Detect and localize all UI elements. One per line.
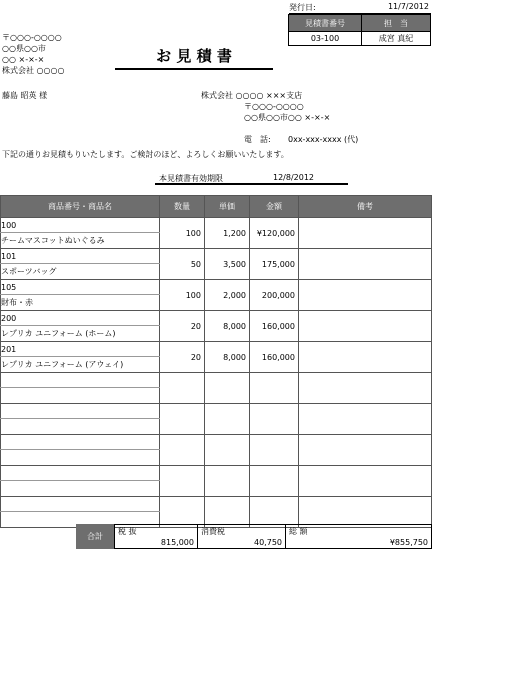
item-amount: 160,000 (250, 342, 299, 373)
item-price: 1,200 (205, 218, 250, 249)
item-qty: 20 (160, 311, 205, 342)
item-name: 財布・赤 (1, 295, 160, 311)
item-qty (160, 435, 205, 466)
subtotal-label: 税 抜 (118, 527, 137, 536)
issue-date: 11/7/2012 (387, 2, 429, 11)
item-price (205, 497, 250, 528)
item-code: 101 (1, 249, 160, 264)
table-row (1, 466, 432, 481)
subtotal-value: 815,000 (160, 538, 194, 547)
item-note (299, 373, 432, 404)
header-amount: 金額 (250, 196, 299, 218)
staff-name: 成宮 真紀 (362, 32, 431, 46)
sender-left-postal: 〒○○○-○○○○ (2, 33, 62, 42)
item-amount (250, 435, 299, 466)
item-amount (250, 497, 299, 528)
table-row (1, 311, 432, 326)
item-price: 8,000 (205, 342, 250, 373)
total-label: 合計 (76, 524, 114, 549)
item-note (299, 311, 432, 342)
subtotal-cell (114, 524, 198, 549)
sender-left-line1: ○○県○○市 (2, 44, 46, 53)
item-qty (160, 373, 205, 404)
greeting-text: 下記の通りお見積もりいたします。ご検討のほど、よろしくお願いいたします。 (2, 150, 289, 159)
item-name (1, 481, 160, 497)
item-price: 3,500 (205, 249, 250, 280)
grand-total-value: ¥855,750 (389, 538, 428, 547)
item-amount (250, 404, 299, 435)
item-note (299, 280, 432, 311)
item-code: 200 (1, 311, 160, 326)
item-amount: 200,000 (250, 280, 299, 311)
issue-date-line (289, 2, 431, 14)
item-price: 2,000 (205, 280, 250, 311)
item-note (299, 218, 432, 249)
item-qty (160, 497, 205, 528)
item-name (1, 450, 160, 466)
sender-left-company: 株式会社 ○○○○ (2, 66, 65, 75)
table-row (1, 497, 432, 512)
estimate-number-header: 見積書番号 (289, 15, 362, 32)
item-name (1, 419, 160, 435)
document-title: お 見 積 書 (115, 45, 273, 70)
grand-total-label: 総 額 (289, 527, 308, 536)
grand-total-cell (286, 524, 432, 549)
item-code (1, 466, 160, 481)
item-name: レプリカ ユニフォーム (ホーム) (1, 326, 160, 342)
staff-header: 担 当 (362, 15, 431, 32)
table-row (1, 404, 432, 419)
table-row (1, 435, 432, 450)
tax-value: 40,750 (254, 538, 282, 547)
table-row (1, 218, 432, 233)
item-name: スポーツバッグ (1, 264, 160, 280)
item-amount: ¥120,000 (250, 218, 299, 249)
validity-label: 本見積書有効期限 (159, 174, 223, 183)
item-price (205, 373, 250, 404)
item-price (205, 466, 250, 497)
header-price: 単価 (205, 196, 250, 218)
item-qty: 50 (160, 249, 205, 280)
item-amount (250, 466, 299, 497)
sender-right-postal: 〒○○○-○○○○ (244, 102, 304, 111)
item-note (299, 466, 432, 497)
tax-label: 消費税 (201, 527, 225, 536)
items-table (0, 195, 432, 528)
validity-line (155, 173, 348, 185)
item-code: 201 (1, 342, 160, 357)
header-note: 備考 (299, 196, 432, 218)
item-code: 105 (1, 280, 160, 295)
sender-left-line2: ○○ ×-×-× (2, 55, 45, 64)
item-amount: 175,000 (250, 249, 299, 280)
item-name: チームマスコットぬいぐるみ (1, 233, 160, 249)
item-qty: 20 (160, 342, 205, 373)
item-note (299, 497, 432, 528)
item-note (299, 342, 432, 373)
header-item: 商品番号・商品名 (1, 196, 160, 218)
sender-right-company: 株式会社 ○○○○ ×××支店 (201, 91, 303, 100)
item-name: レプリカ ユニフォーム (アウェイ) (1, 357, 160, 373)
item-code (1, 404, 160, 419)
table-row (1, 342, 432, 357)
item-price (205, 404, 250, 435)
header-qty: 数量 (160, 196, 205, 218)
meta-table (288, 14, 431, 46)
items-body (1, 218, 432, 528)
sender-right-address-line: ○○県○○市○○ ×-×-× (244, 113, 331, 122)
sender-right-phone: 0xx-xxx-xxxx (代) (288, 135, 359, 144)
item-price: 8,000 (205, 311, 250, 342)
table-row (1, 373, 432, 388)
item-qty: 100 (160, 218, 205, 249)
table-row (1, 249, 432, 264)
item-qty: 100 (160, 280, 205, 311)
item-note (299, 249, 432, 280)
item-amount: 160,000 (250, 311, 299, 342)
item-code: 100 (1, 218, 160, 233)
tax-cell (198, 524, 286, 549)
sender-left (2, 32, 64, 76)
item-note (299, 435, 432, 466)
item-note (299, 404, 432, 435)
item-price (205, 435, 250, 466)
item-code (1, 497, 160, 512)
sender-right-address (244, 101, 330, 123)
item-qty (160, 466, 205, 497)
recipient: 藤島 昭英 様 (2, 91, 48, 100)
sender-right-phone-label: 電 話: (244, 135, 271, 144)
item-amount (250, 373, 299, 404)
item-name (1, 388, 160, 404)
item-code (1, 373, 160, 388)
item-qty (160, 404, 205, 435)
table-row (1, 280, 432, 295)
item-code (1, 435, 160, 450)
issue-date-label: 発行日: (289, 3, 316, 12)
estimate-number: 03-100 (289, 32, 362, 46)
validity-date: 12/8/2012 (273, 173, 315, 182)
